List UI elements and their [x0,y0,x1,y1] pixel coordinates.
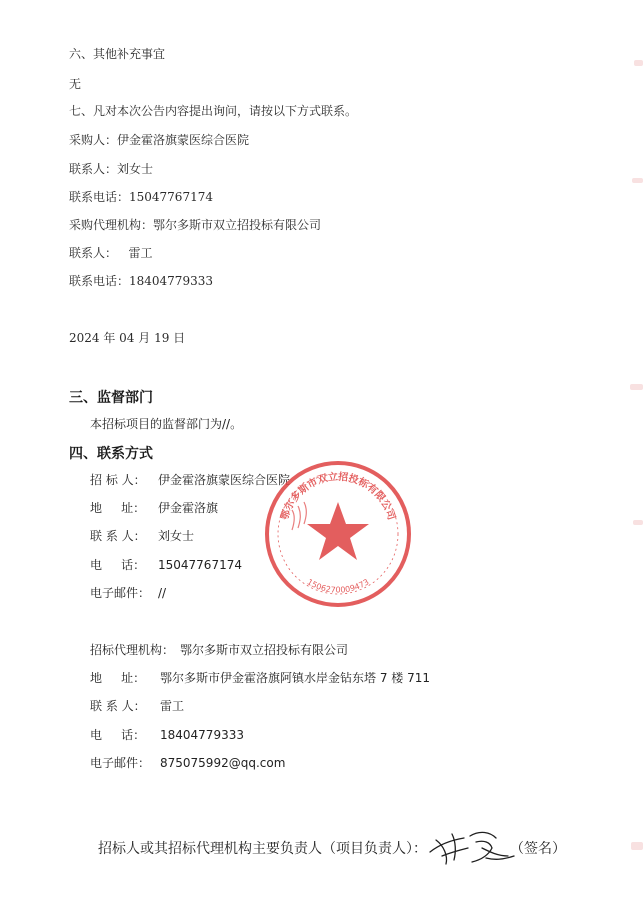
tenderer-email: // [158,586,167,600]
purchaser-line: 采购人：伊金霍洛旗蒙医综合医院 [69,133,250,147]
scan-edge-mark [631,842,643,850]
contact-heading: 四、联系方式 [69,446,153,462]
agency-line: 采购代理机构：鄂尔多斯市双立招投标有限公司 [69,218,322,232]
tenderer-address: 伊金霍洛旗 [158,501,219,515]
seal-star-icon [307,502,369,560]
agency-phone-label: 电 话： [90,728,146,742]
supervision-heading: 三、监督部门 [69,390,153,406]
tenderer-name-label: 招 标 人： [90,473,146,487]
scan-edge-mark [630,384,643,390]
agency-contact: 雷工 [160,699,185,713]
section6-content: 无 [69,77,82,91]
scan-edge-mark [633,520,643,525]
tenderer-phone: 15047767174 [158,558,242,572]
company-seal [262,458,414,610]
agency-contact-line: 联系人： 雷工 [69,246,153,260]
agency-contact-label: 联 系 人： [90,699,146,713]
handwritten-signature [426,826,518,868]
agency-email-label: 电子邮件： [90,756,151,770]
svg-text:1506270009473 [305,577,370,594]
section7-title: 七、凡对本次公告内容提出询问，请按以下方式联系。 [69,104,358,118]
tenderer-phone-label: 电 话： [90,558,146,572]
scan-edge-mark [634,60,643,66]
agency-address-label: 地 址： [90,671,146,685]
tenderer-name: 伊金霍洛旗蒙医综合医院 [158,473,291,487]
agency-name: 鄂尔多斯市双立招投标有限公司 [180,643,349,657]
agency-email: 875075992@qq.com [160,756,286,770]
purchaser-phone-line: 联系电话：15047767174 [69,190,213,204]
scan-edge-mark [632,178,643,183]
purchaser-contact-line: 联系人：刘女士 [69,162,154,176]
tenderer-contact: 刘女士 [158,529,195,543]
tenderer-email-label: 电子邮件： [90,586,151,600]
agency-phone-line: 联系电话：18404779333 [69,274,213,288]
section6-title: 六、其他补充事宜 [69,47,166,61]
tenderer-contact-label: 联 系 人： [90,529,146,543]
agency-name-label: 招标代理机构： [90,643,175,657]
agency-address: 鄂尔多斯市伊金霍洛旗阿镇水岸金钻东塔 7 楼 711 [160,671,430,685]
seal-number-text: 1506270009473 [305,577,371,595]
signature-line-prefix: 招标人或其招标代理机构主要负责人（项目负责人）： [98,841,427,857]
supervision-text: 本招标项目的监督部门为//。 [90,417,243,431]
agency-phone: 18404779333 [160,728,244,742]
seal-company-text: 鄂尔多斯市双立招投标有限公司 [279,471,397,522]
tenderer-address-label: 地 址： [90,501,146,515]
announcement-date: 2024 年 04 月 19 日 [69,331,186,345]
signature-line-suffix: （签名） [510,841,566,857]
